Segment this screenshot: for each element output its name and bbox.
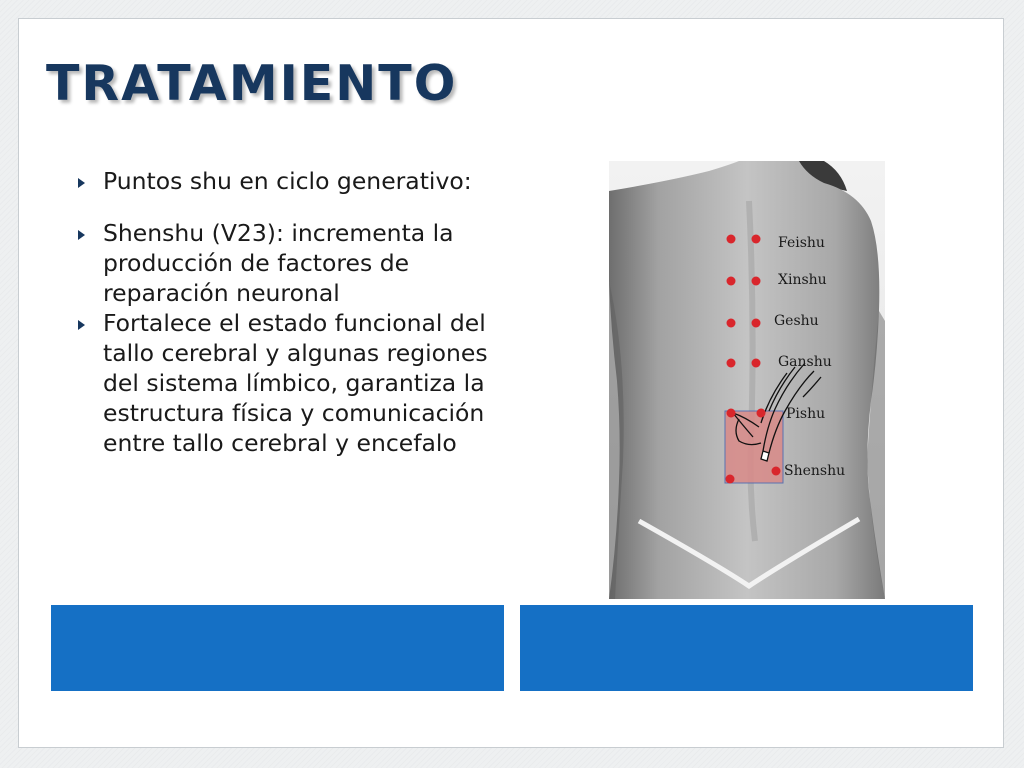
blue-placeholder-left [51,605,504,691]
bullet-text: Puntos shu en ciclo generativo: [103,167,472,195]
bullet-item [76,166,496,196]
acupoint-marker [727,319,736,328]
acupoint-marker [726,475,735,484]
bullet-text: incrementa la producción de factores de reparación neuronal [103,219,454,307]
acupoint-marker [727,359,736,368]
bullet-text: Fortalece el estado funcional del tallo cerebral y algunas regiones del sistema límbico, garantiza la estructura física y comunicación entre tallo cerebral y encefalo [103,309,488,457]
acupoint-marker [727,277,736,286]
blue-placeholder-right [520,605,973,691]
acupoint-marker [727,409,736,418]
label-geshu: Geshu [774,313,819,329]
bullet-item [76,218,496,308]
slide-title: TRATAMIENTO [46,55,458,112]
acupoint-marker [752,359,761,368]
bullet-list [76,166,496,458]
back-silhouette [609,161,885,599]
bullet-term: Shenshu (V23): [103,219,292,247]
bullet-arrow-icon [78,178,85,188]
bullet-item [76,308,496,458]
label-shenshu: Shenshu [784,463,846,479]
acupoint-marker [752,235,761,244]
acupoint-marker [727,235,736,244]
acupoint-marker [752,319,761,328]
bullet-arrow-icon [78,230,85,240]
back-acupuncture-figure [609,161,885,599]
label-pishu: Pishu [786,406,826,422]
label-xinshu: Xinshu [778,272,827,288]
acupoint-marker [752,277,761,286]
label-ganshu: Ganshu [778,354,832,370]
label-feishu: Feishu [778,235,825,251]
acupoint-marker [772,467,781,476]
bullet-arrow-icon [78,320,85,330]
acupoint-marker [757,409,766,418]
